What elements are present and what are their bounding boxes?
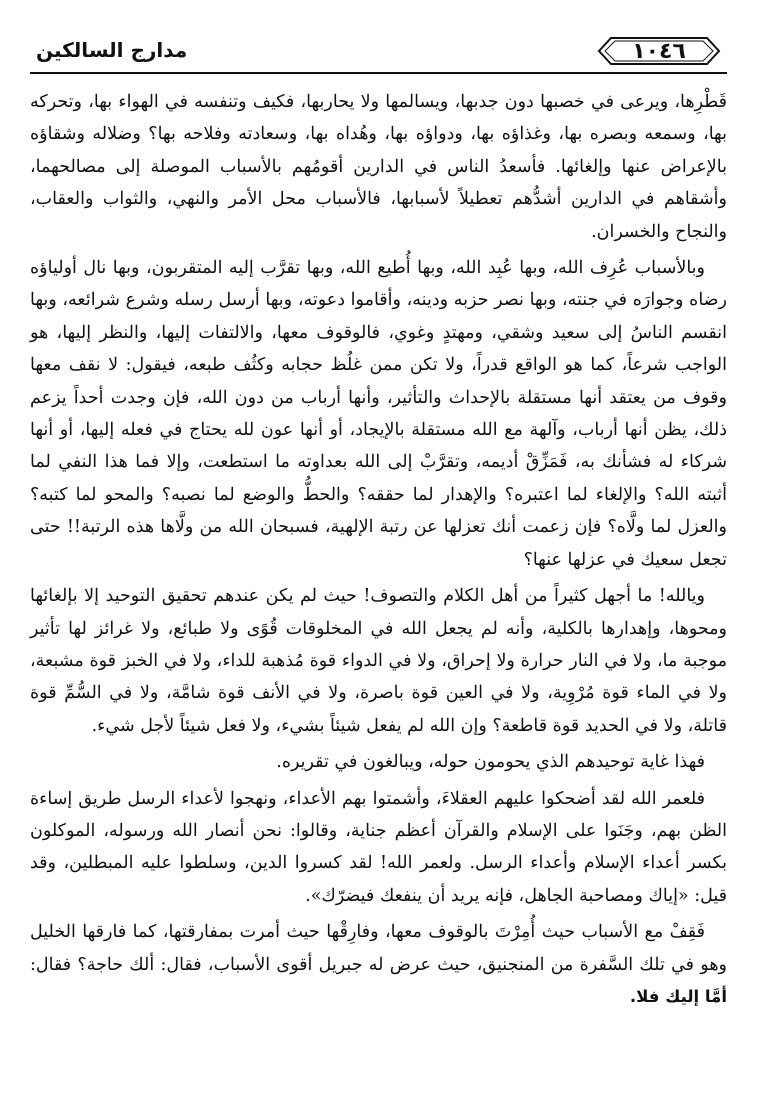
paragraph: ويالله! ما أجهل كثيراً من أهل الكلام والتصوف! حيث لم يكن عندهم تحقيق التوحيد إلا بإلغائها ومحوها، وإهدارها بالكلية، وأنه لم يجعل الله في المخلوقات قُوًى ولا طبائع، ولا غرائز لها تأثير موجبة ما، ولا في النار حرارة ولا إحراق، ولا في الدواء قوة مُذهبة للداء، ولا في الخبز قوة مشبعة، ولا في الماء قوة مُرْوِية، ولا في العين قوة باصرة، ولا في الأنف قوة شامَّة، ولا في السُّمِّ قوة قاتلة، ولا في الحديد قوة قاطعة؟ وإن الله لم يفعل شيئاً بشيء، ولا فعل شيئاً لأجل شيء. bbox=[30, 586, 727, 736]
header-rule bbox=[30, 72, 727, 74]
page-number-frame bbox=[597, 36, 721, 66]
page-body bbox=[30, 86, 727, 1093]
paragraph: قَطْرِها، ويرعى في خصبها دون جدبها، ويسالمها ولا يحاربها، فكيف وتنفسه في الهواء بها، وتحركه بها، وسمعه وبصره بها، وغذاؤه بها، ودواؤه بها، وهُداه بها، وسعادته وفلاحه بها؟ وضلاله وشقاؤه بالإعراض عنها وإلغائها. فأسعدُ الناس في الدارين أقومُهم بالأسباب الموصلة إلى مصالحهما، وأشقاهم في الدارين أشدُّهم تعطيلاً لأسبابها، فالأسباب محل الأمر والنهي، والثواب والعقاب، والنجاح والخسران. bbox=[30, 92, 727, 242]
paragraph: فهذا غاية توحيدهم الذي يحومون حوله، ويبالغون في تقريره. bbox=[276, 752, 705, 773]
page-number: ١٠٤٦ bbox=[632, 38, 686, 64]
page-header bbox=[30, 28, 727, 72]
paragraph-final bbox=[30, 916, 727, 1013]
quoted-reply: أمَّا إليك فلا. bbox=[629, 986, 727, 1006]
paragraph: فلعمر الله لقد أضحكوا عليهم العقلاءَ، وأشمتوا بهم الأعداء، ونهجوا لأعداء الرسل طريق إساءة الظن بهم، وجَنَوا على الإسلام والقرآن أعظم جناية، وقالوا: نحن أنصار الله ورسوله، الموكلون بكسر أعداء الإسلام وأعداء الرسل. ولعمر الله! لقد كسروا الدين، وسلطوا عليه المبطلين، وقد قيل: «إياك ومصاحبة الجاهل، فإنه يريد أن ينفعك فيضرّك». bbox=[30, 788, 727, 906]
paragraph-text: فَقِفْ مع الأسباب حيث أُمِرْتَ بالوقوف معها، وفارِقْها حيث أمرت بمفارقتها، كما فارقها الخليل وهو في تلك السَّفرة من المنجنيق، حيث عرض له جبريل أقوى الأسباب، فقال: ألك حاجة؟ فقال: bbox=[30, 922, 727, 975]
paragraph: وبالأسباب عُرِف الله، وبها عُبِد الله، وبها أُطيع الله، وبها تقرَّب إليه المتقربون، وبها نال أولياؤه رضاه وجوارَه في جنته، وبها نصر حزبه ودينه، وأقاموا دعوته، وبها أرسل رسله وشرع شرائعه، وبها انقسم الناسُ إلى سعيد وشقي، ومهتدٍ وغوي، فالوقوف معها، والالتفات إليها، والنظر إليها، هو الواجب شرعاً، كما هو الواقع قدراً، ولا تكن ممن غلُظ حجابه وكثُف طبعه، فيقول: لا نقف معها وقوف من يعتقد أنها مستقلة بالإحداث والتأثير، وأنها أرباب من دون الله، فإن وجدت أحداً يزعم ذلك، يظن أنها أرباب، وآلهة مع الله مستقلة بالإيجاد، أو أنها عون لله يحتاج في فعله إليها، أو أنها شركاء له فشأنك به، فَمَزِّقْ أديمه، وتقرَّبْ إلى الله بعداوته ما استطعت، وإلا فما هذا النفي لما أثبته الله؟ والإلغاء لما اعتبره؟ والإهدار لما حققه؟ والحطُّ والوضع لما نصبه؟ والمحو لما كتبه؟ والعزل لما ولَّاه؟ فإن زعمت أنك تعزلها عن رتبة الإلهية، فسبحان الله من ولَّاها هذه الرتبة!! حتى تجعل سعيك في عزلها عنها؟ bbox=[30, 258, 727, 570]
running-title: مدارج السالكين bbox=[36, 38, 188, 62]
